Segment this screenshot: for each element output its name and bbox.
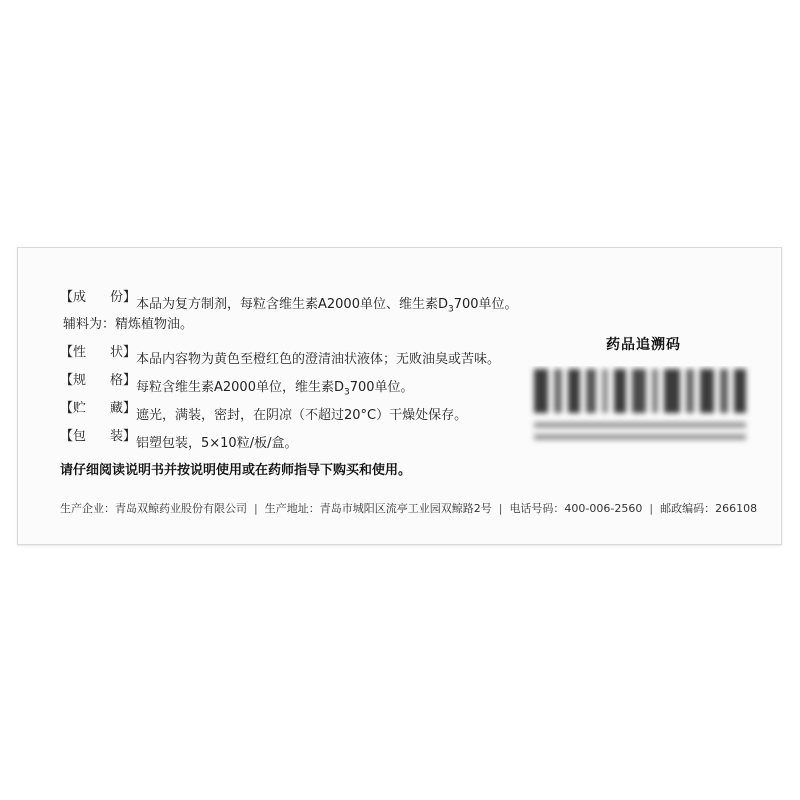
specification-value: 每粒含维生素A2000单位，维生素$D_3700$单位。 [136, 380, 414, 398]
footer-separator: | [498, 502, 503, 515]
composition-value: 本品为复方制剂，每粒含维生素A2000单位、维生素$D_3700$单位。 [136, 297, 518, 315]
storage-row [60, 399, 467, 426]
specification-label: 【规 格】 [60, 373, 136, 388]
appearance-value: 本品内容物为黄色至橙红色的澄清油状液体；无败油臭或苦味。 [136, 352, 501, 367]
blurred-barcode-icon [528, 366, 753, 448]
appearance-row [60, 343, 500, 370]
manufacturer-text: 生产企业：青岛双鲸药业股份有限公司 [60, 502, 247, 515]
medicine-label-card [17, 247, 782, 545]
traceability-title: 药品追溯码 [606, 337, 681, 353]
phone-text: 电话号码：400-006-2560 [509, 502, 643, 515]
package-value: 铝塑包装，5×10粒/板/盒。 [136, 436, 298, 451]
footer-separator: | [254, 502, 258, 515]
package-row [60, 427, 297, 454]
storage-label: 【贮 藏】 [60, 401, 136, 416]
storage-value: 遮光，满装，密封，在阴凉（不超过20°C）干燥处保存。 [136, 408, 468, 423]
specification-row [60, 371, 414, 403]
footer-separator: | [649, 502, 654, 515]
postcode-text: 邮政编码：266108 [660, 502, 758, 515]
composition-label: 【成 份】 [60, 290, 136, 305]
address-text: 生产地址：青岛市城阳区流亭工业园双鲸路2号 [264, 502, 492, 515]
appearance-label: 【性 状】 [60, 345, 136, 360]
usage-warning: 请仔细阅读说明书并按说明使用或在药师指导下购买和使用。 [60, 463, 412, 478]
package-label: 【包 装】 [60, 429, 136, 444]
excipient-row: 辅料为：精炼植物油。 [63, 317, 194, 332]
manufacturer-footer [60, 501, 757, 517]
